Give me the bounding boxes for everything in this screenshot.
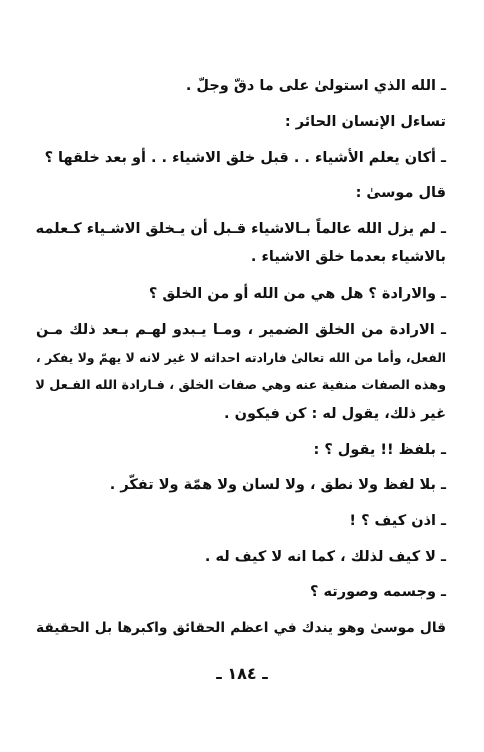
- text-line-15: ـ لا كيف لذلك ، كما انه لا كيف له .: [204, 549, 446, 565]
- text-line-12: ـ بلفظ !! يقول ؟ :: [313, 442, 446, 458]
- text-line-14: ـ اذن كيف ؟ !: [349, 513, 446, 529]
- text-line-16: ـ وجسمه وصورته ؟: [310, 584, 446, 600]
- text-line-7: ـ والارادة ؟ هل هي من الله أو من الخلق ؟: [148, 286, 446, 302]
- text-line-13: ـ بلا لفظ ولا نطق ، ولا لسان ولا همّة ولا تفكّر .: [109, 477, 446, 493]
- text-line-3: ـ أكان يعلم الأشياء . . قبل خلق الاشياء . . أو بعد خلقها ؟: [44, 150, 446, 166]
- text-line-17: قال موسىٰ وهو يندك في اعظم الحقائق واكبرها بل الحقيقة: [36, 620, 446, 636]
- page-number: ـ ١٨٤ ـ: [216, 664, 268, 683]
- text-line-1: ـ الله الذي استولىٰ على ما دقّ وجلّ .: [185, 78, 446, 94]
- text-line-10: وهذه الصفات منفية عنه وهي صفات الخلق ، فـارادة الله الفـعل لا: [35, 378, 446, 393]
- text-line-9: الفعل، وأما من الله تعالىٰ فارادته احداثه لا غير لانه لا يهمّ ولا يفكر ،: [36, 351, 446, 365]
- text-line-2: تساءل الإنسان الحائر :: [284, 114, 446, 130]
- text-line-5: ـ لم يزل الله عالماً بـالاشياء قـبل أن يـخلق الاشـياء كـعلمه: [35, 221, 446, 237]
- text-line-8: ـ الارادة من الخلق الضمير ، ومـا يـبدو لهـم بـعد ذلك مـن: [36, 322, 446, 338]
- text-line-6: بالاشياء بعدما خلق الاشياء .: [250, 249, 446, 265]
- text-line-11: غير ذلك، يقول له : كن فيكون .: [224, 406, 446, 422]
- text-line-4: قال موسىٰ :: [355, 185, 446, 201]
